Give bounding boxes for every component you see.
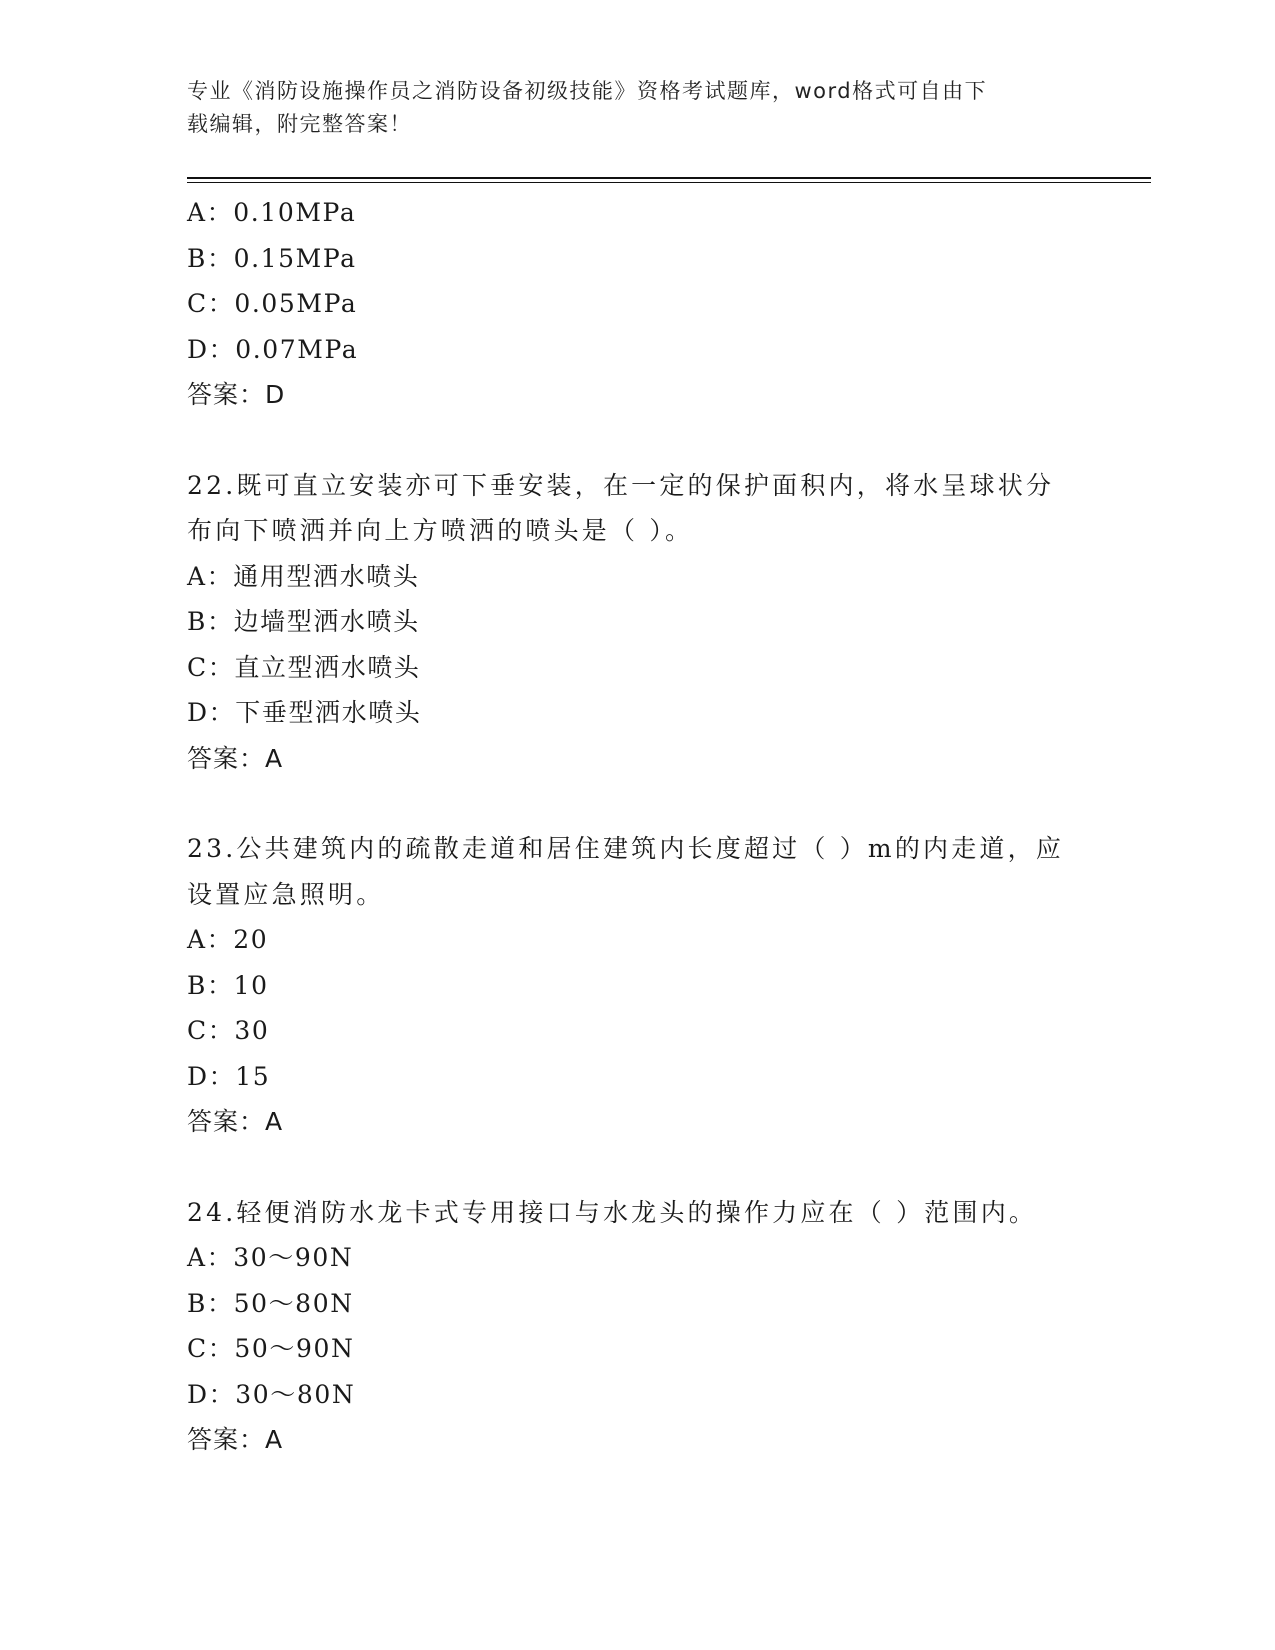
- spacer: [187, 418, 1087, 463]
- header-line-1: 专业《消防设施操作员之消防设备初级技能》资格考试题库，word格式可自由下: [187, 79, 988, 103]
- option-b: B：0.15MPa: [187, 243, 357, 273]
- option-a: A：0.10MPa: [187, 198, 357, 227]
- question-stem: 23.公共建筑内的疏散走道和居住建筑内长度超过（ ）m的内走道，应设置应急照明。: [187, 834, 1065, 909]
- question-22: [187, 463, 1087, 782]
- header-divider-thin: [187, 182, 1151, 183]
- option-b: B：50～80N: [187, 1288, 354, 1318]
- option-d: D：30～80N: [187, 1379, 356, 1409]
- question-list: [187, 190, 1087, 1463]
- option-c: C：直立型洒水喷头: [187, 652, 421, 682]
- question-23: [187, 826, 1087, 1145]
- document-header: [187, 75, 1067, 141]
- header-line-2: 载编辑，附完整答案！: [187, 112, 412, 136]
- option-b: B：10: [187, 970, 269, 1000]
- option-b: B：边墙型洒水喷头: [187, 607, 420, 636]
- question-24: [187, 1190, 1087, 1463]
- answer-line: 答案：A: [187, 743, 284, 773]
- option-d: D：0.07MPa: [187, 334, 359, 364]
- option-c: C：50～90N: [187, 1334, 355, 1363]
- answer-line: 答案：A: [187, 1425, 284, 1454]
- option-a: A：通用型洒水喷头: [187, 561, 420, 591]
- question-21: [187, 190, 1087, 418]
- answer-line: 答案：D: [187, 380, 286, 409]
- header-divider-thick: [187, 177, 1151, 179]
- spacer: [187, 1145, 1087, 1190]
- option-a: A：20: [187, 925, 269, 954]
- option-c: C：0.05MPa: [187, 289, 358, 318]
- question-stem: 22.既可直立安装亦可下垂安装，在一定的保护面积内，将水呈球状分布向下喷洒并向上方喷洒的喷头是（ ）。: [187, 470, 1055, 545]
- option-d: D：15: [187, 1061, 271, 1091]
- option-c: C：30: [187, 1016, 270, 1045]
- spacer: [187, 781, 1087, 826]
- question-stem: 24.轻便消防水龙卡式专用接口与水龙头的操作力应在（ ）范围内。: [187, 1197, 1038, 1227]
- option-a: A：30～90N: [187, 1243, 354, 1272]
- answer-line: 答案：A: [187, 1107, 284, 1136]
- option-d: D：下垂型洒水喷头: [187, 698, 422, 727]
